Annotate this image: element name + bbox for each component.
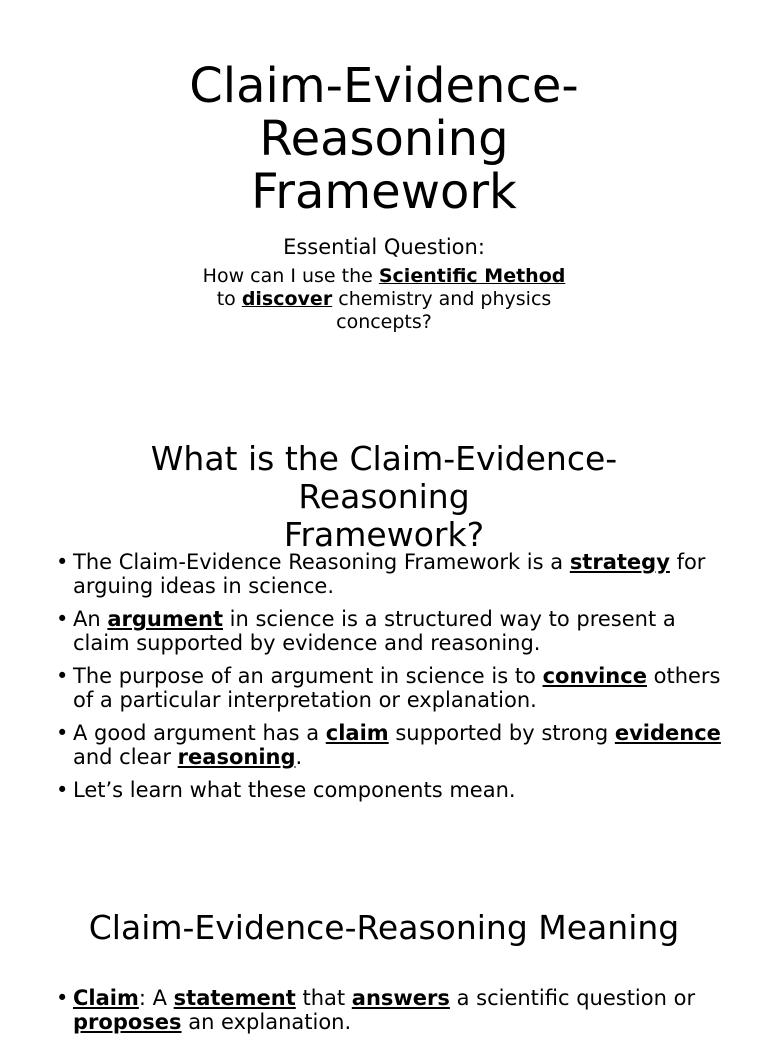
- keyword-argument: argument: [107, 607, 223, 631]
- bullet-text: for arguing ideas in science.: [73, 550, 706, 598]
- bullet-text: and clear: [73, 745, 178, 769]
- bullet-dot: •: [56, 664, 69, 688]
- question-text: to: [216, 288, 242, 310]
- bullet-dot: •: [56, 986, 69, 1010]
- title-line-2: Reasoning: [259, 111, 509, 167]
- bullet-item: [56, 721, 721, 769]
- bullet-text: an explanation.: [181, 1010, 352, 1034]
- bullet-text: that: [295, 986, 352, 1010]
- keyword-claim: Claim: [73, 986, 139, 1010]
- bullet-text: A good argument has a: [73, 721, 326, 745]
- keyword-reasoning: reasoning: [177, 745, 296, 769]
- keyword-evidence: evidence: [614, 721, 721, 745]
- slide-cer-meaning: [0, 880, 768, 1034]
- heading-line-1: What is the Claim-Evidence-: [150, 439, 618, 478]
- bullet-item: [56, 664, 721, 712]
- keyword-answers: answers: [351, 986, 450, 1010]
- bullet-text: : A: [138, 986, 174, 1010]
- question-text: chemistry and physics concepts?: [332, 288, 552, 333]
- keyword-proposes: proposes: [73, 1010, 182, 1034]
- bullet-text: others of a particular interpretation or explanation.: [73, 664, 721, 712]
- bullet-dot: •: [56, 607, 69, 631]
- keyword-claim: claim: [325, 721, 389, 745]
- bullet-dot: •: [56, 721, 69, 745]
- slide-heading: Claim-Evidence-Reasoning Meaning: [88, 908, 680, 947]
- bullet-text: .: [295, 745, 303, 769]
- essential-question-text: [184, 265, 584, 334]
- title-line-3: Framework: [251, 164, 517, 220]
- keyword-strategy: strategy: [569, 550, 670, 574]
- bullet-item: [56, 607, 721, 655]
- bullet-text: supported by strong: [388, 721, 615, 745]
- bullet-text: in science is a structured way to present a claim supported by evidence and reasoning.: [73, 607, 676, 655]
- title-line-1: Claim-Evidence-: [189, 58, 579, 114]
- bullet-text: The Claim-Evidence Reasoning Framework is a: [73, 550, 570, 574]
- slide-title-heading: [0, 60, 768, 219]
- bullet-text: a scientific question or: [449, 986, 696, 1010]
- bullet-text: Let’s learn what these components mean.: [73, 778, 516, 802]
- bullet-list: [56, 986, 721, 1043]
- heading-line-3: Framework?: [283, 515, 485, 554]
- bullet-text: The purpose of an argument in science is to: [73, 664, 543, 688]
- bullet-list: [56, 550, 721, 811]
- slide-title: [0, 0, 768, 390]
- slide-heading: [0, 440, 768, 554]
- bullet-dot: •: [56, 778, 69, 802]
- bullet-item: [56, 778, 721, 802]
- keyword-scientific-method: Scientific Method: [378, 265, 566, 287]
- bullet-item: [56, 986, 721, 1034]
- keyword-convince: convince: [542, 664, 647, 688]
- keyword-statement: statement: [173, 986, 296, 1010]
- bullet-text: An: [73, 607, 108, 631]
- keyword-discover: discover: [241, 288, 333, 310]
- bullet-dot: •: [56, 550, 69, 574]
- essential-question-heading: Essential Question:: [283, 235, 485, 259]
- bullet-item: [56, 550, 721, 598]
- heading-line-2: Reasoning: [298, 477, 470, 516]
- question-text: How can I use the: [202, 265, 379, 287]
- slide-what-is-cer: [0, 420, 768, 850]
